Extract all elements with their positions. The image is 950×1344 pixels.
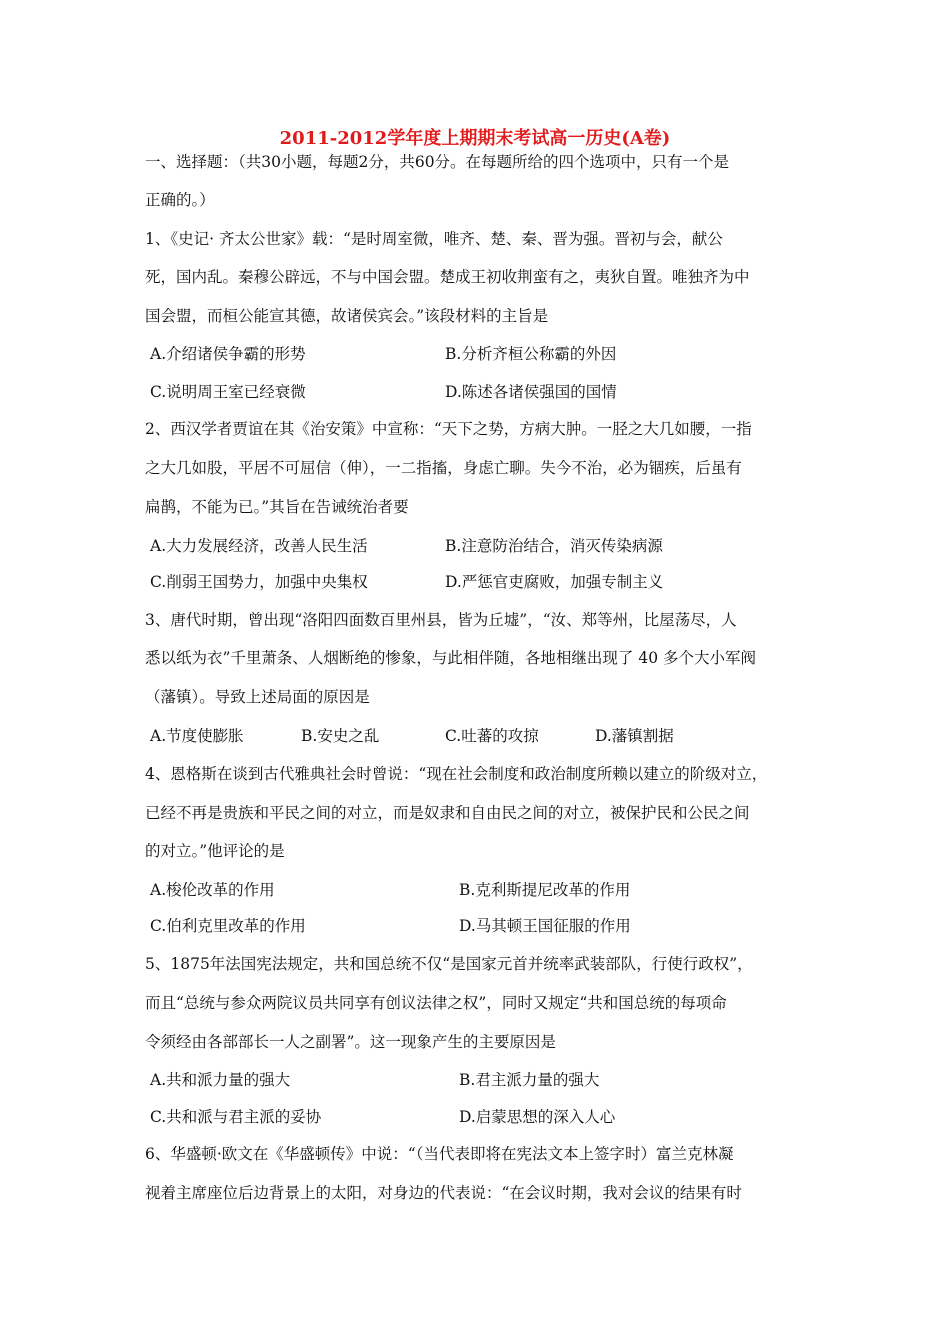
question-1-line-1: 1、《史记· 齐太公世家》载：“是时周室微，唯齐、楚、秦、晋为强。晋初与会，献公 xyxy=(145,230,723,248)
question-3-option-d: D.藩镇割据 xyxy=(595,727,674,745)
question-5-option-b: B.君主派力量的强大 xyxy=(459,1071,600,1089)
question-5-option-c: C.共和派与君主派的妥协 xyxy=(150,1108,322,1126)
question-1-option-b: B.分析齐桓公称霸的外因 xyxy=(445,345,617,363)
question-3-option-a: A.节度使膨胀 xyxy=(150,727,244,745)
question-4-option-d: D.马其顿王国征服的作用 xyxy=(459,917,631,935)
question-4-option-a: A.梭伦改革的作用 xyxy=(150,881,275,899)
question-6-line-2: 视着主席座位后边背景上的太阳，对身边的代表说：“在会议时期，我对会议的结果有时 xyxy=(145,1184,742,1202)
section-intro-line-2: 正确的。） xyxy=(145,191,215,209)
question-4-line-3: 的对立。”他评论的是 xyxy=(145,842,285,860)
question-3-line-1: 3、唐代时期，曾出现“洛阳四面数百里州县，皆为丘墟”，“汝、郑等州，比屋荡尽，人 xyxy=(145,611,737,629)
question-1-option-a: A.介绍诸侯争霸的形势 xyxy=(150,345,306,363)
question-3-option-c: C.吐蕃的攻掠 xyxy=(445,727,539,745)
section-intro-line-1: 一、选择题：（共30小题，每题2分，共60分。在每题所给的四个选项中，只有一个是 xyxy=(145,153,730,171)
question-1-line-2: 死，国内乱。秦穆公辟远，不与中国会盟。楚成王初收荆蛮有之，夷狄自置。唯独齐为中 xyxy=(145,268,750,286)
question-2-option-a: A.大力发展经济，改善人民生活 xyxy=(150,537,368,555)
question-2-line-3: 扁鹊，不能为已。”其旨在告诫统治者要 xyxy=(145,498,409,516)
question-4-line-2: 已经不再是贵族和平民之间的对立，而是奴隶和自由民之间的对立，被保护民和公民之间 xyxy=(145,804,750,822)
question-6-line-1: 6、华盛顿·欧文在《华盛顿传》中说：“（当代表即将在宪法文本上签字时）富兰克林凝 xyxy=(145,1145,734,1163)
question-1-option-c: C.说明周王室已经衰微 xyxy=(150,383,306,401)
question-4-line-1: 4、恩格斯在谈到古代雅典社会时曾说：“现在社会制度和政治制度所赖以建立的阶级对立， xyxy=(145,765,768,783)
question-5-line-2: 而且“总统与参众两院议员共同享有创议法律之权”，同时又规定“共和国总统的每项命 xyxy=(145,994,727,1012)
exam-title: 2011-2012学年度上期期末考试高一历史(A卷) xyxy=(279,128,671,149)
question-5-line-3: 令须经由各部部长一人之副署”。这一现象产生的主要原因是 xyxy=(145,1033,556,1051)
question-3-line-3: （藩镇）。导致上述局面的原因是 xyxy=(145,688,370,706)
question-3-option-b: B.安史之乱 xyxy=(301,727,380,745)
question-2-line-2: 之大几如股，平居不可屈信（伸），一二指搐，身虑亡聊。失今不治，必为锢疾，后虽有 xyxy=(145,459,742,477)
question-4-option-c: C.伯利克里改革的作用 xyxy=(150,917,306,935)
question-2-option-b: B.注意防治结合，消灭传染病源 xyxy=(445,537,663,555)
question-3-line-2: 悉以纸为衣”千里萧条、人烟断绝的惨象，与此相伴随，各地相继出现了 40 多个大小军阀 xyxy=(145,649,757,667)
question-4-option-b: B.克利斯提尼改革的作用 xyxy=(459,881,631,899)
question-2-option-c: C.削弱王国势力，加强中央集权 xyxy=(150,573,368,591)
question-5-option-a: A.共和派力量的强大 xyxy=(150,1071,291,1089)
question-2-option-d: D.严惩官吏腐败，加强专制主义 xyxy=(445,573,664,591)
question-2-line-1: 2、西汉学者贾谊在其《治安策》中宣称：“天下之势，方病大肿。一胫之大几如腰，一指 xyxy=(145,420,752,438)
question-5-option-d: D.启蒙思想的深入人心 xyxy=(459,1108,616,1126)
question-5-line-1: 5、1875年法国宪法规定，共和国总统不仅“是国家元首并统率武装部队，行使行政权”， xyxy=(145,955,753,973)
question-1-option-d: D.陈述各诸侯强国的国情 xyxy=(445,383,617,401)
question-1-line-3: 国会盟，而桓公能宣其德，故诸侯宾会。”该段材料的主旨是 xyxy=(145,307,549,325)
